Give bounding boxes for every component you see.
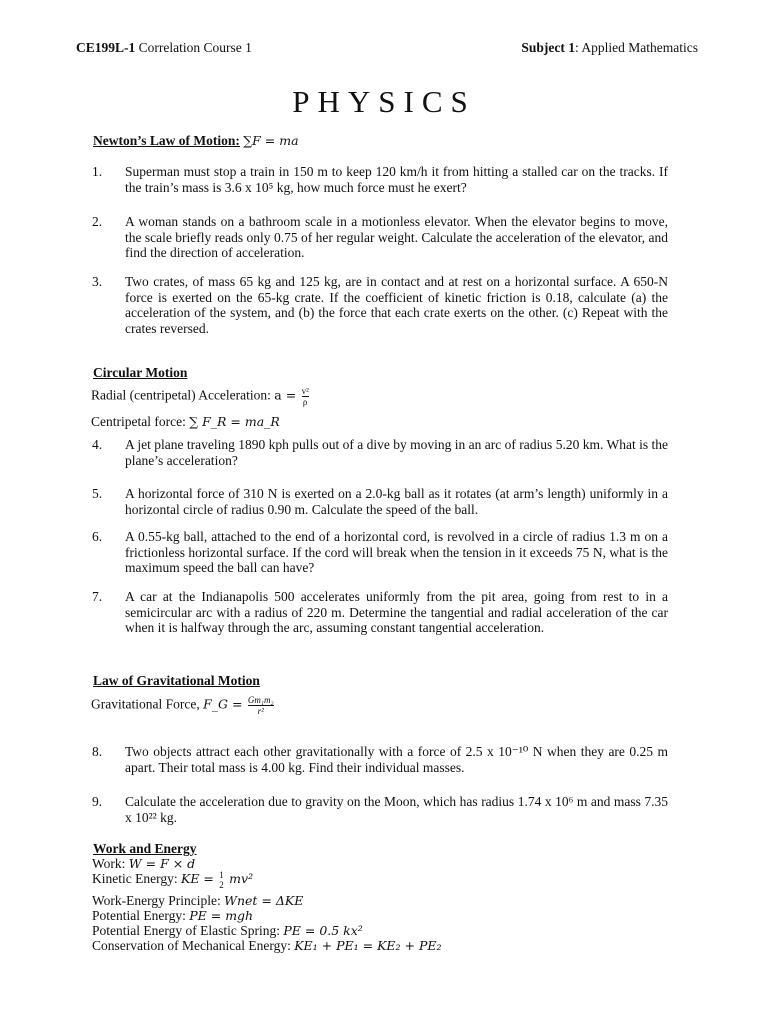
spring-label: Potential Energy of Elastic Spring:	[92, 923, 280, 938]
question-5	[92, 486, 668, 517]
question-text: A woman stands on a bathroom scale in a motionless elevator. When the elevator begins to move, the scale briefly reads only 0.75 of her regular weight. Calculate the acceleration of the elevator, and find the direction of acceleration.	[125, 214, 668, 260]
question-number: 1.	[92, 164, 103, 179]
newton-formula: ∑F = ma	[243, 133, 299, 148]
spring-formula: PE = 0.5 kx²	[283, 923, 363, 938]
gravitation-label: Gravitational Force,	[91, 696, 200, 712]
question-3	[92, 274, 668, 336]
radial-label: Radial (centripetal) Acceleration:	[91, 387, 271, 403]
course-name: Correlation Course 1	[135, 40, 252, 55]
ke-label: Kinetic Energy:	[92, 871, 178, 887]
potential-energy-row	[92, 908, 253, 924]
question-text: Two crates, of mass 65 kg and 125 kg, are in contact and at rest on a horizontal surface. A 650-N force is exerted on the 65-kg crate. If the coefficient of kinetic friction is 0.18, calculate (a) the acceleration of the system, and (b) the force that each crate exerts on the other. (c) Repeat with the crates reversed.	[125, 274, 668, 336]
page-title: PHYSICS	[292, 84, 476, 119]
subject-header	[521, 40, 698, 56]
question-text: A car at the Indianapolis 500 accelerates uniformly from the pit area, going from rest to in a semicircular arc with a radius of 220 m. Determine the tangential and radial acceleration of the car when it is halfway through the arc, assuming constant tangential acceleration.	[125, 589, 668, 635]
gravitation-lhs: F_G =	[203, 696, 243, 712]
question-text: Superman must stop a train in 150 m to keep 120 km/h it from hitting a stalled car on the tracks. If the train’s mass is 3.6 x 10⁵ kg, how much force must he exert?	[125, 164, 668, 195]
question-9	[92, 794, 668, 825]
gravitation-numerator: Gm₁m₂	[247, 695, 274, 705]
question-text: Calculate the acceleration due to gravity on the Moon, which has radius 1.74 x 10⁶ m and mass 7.35 x 10²² kg.	[125, 794, 668, 825]
subject-label: Subject 1	[521, 40, 576, 55]
centripetal-formula: ∑ F_R = ma_R	[189, 414, 280, 429]
question-number: 4.	[92, 437, 103, 452]
wep-label: Work-Energy Principle:	[92, 893, 221, 908]
question-text: A jet plane traveling 1890 kph pulls out of a dive by moving in an arc of radius 5.20 km. What is the plane’s acceleration?	[125, 437, 668, 468]
question-7	[92, 589, 668, 636]
gravitational-force-row	[91, 695, 276, 716]
work-label: Work:	[92, 856, 126, 871]
subject-name: : Applied Mathematics	[575, 40, 698, 55]
ke-denominator: 2	[219, 880, 224, 890]
newton-heading-row	[93, 133, 299, 149]
conservation-energy-row	[92, 938, 442, 954]
ke-numerator: 1	[219, 870, 224, 880]
question-text: Two objects attract each other gravitationally with a force of 2.5 x 10⁻¹⁰ N when they are 0.25 m apart. Their total mass is 4.00 kg. Find their individual masses.	[125, 744, 668, 775]
wep-formula: Wnet = ΔKE	[224, 893, 304, 908]
question-4	[92, 437, 668, 468]
cons-formula: KE₁ + PE₁ = KE₂ + PE₂	[294, 938, 442, 953]
radial-acceleration-row	[91, 386, 311, 407]
newton-heading: Newton’s Law of Motion:	[93, 133, 240, 148]
question-text: A 0.55-kg ball, attached to the end of a horizontal cord, is revolved in a circle of radius 1.3 m on a frictionless horizontal surface. If the cord will break when the tension in it exceeds 75 N, what is the maximum speed the ball can have?	[125, 529, 668, 575]
question-text: A horizontal force of 310 N is exerted on a 2.0-kg ball as it rotates (at arm’s length) uniformly in a horizontal circle of radius 0.90 m. Calculate the speed of the ball.	[125, 486, 668, 517]
ke-rhs: mv²	[229, 871, 254, 887]
question-number: 2.	[92, 214, 103, 229]
ke-lhs: KE =	[180, 871, 214, 887]
cons-label: Conservation of Mechanical Energy:	[92, 938, 291, 953]
gravitation-heading: Law of Gravitational Motion	[93, 673, 260, 688]
course-header	[76, 40, 252, 56]
circular-heading: Circular Motion	[93, 365, 188, 380]
elastic-spring-row	[92, 923, 363, 939]
centripetal-label: Centripetal force:	[91, 414, 186, 429]
question-number: 9.	[92, 794, 103, 809]
question-number: 5.	[92, 486, 103, 501]
question-number: 7.	[92, 589, 103, 604]
question-1	[92, 164, 668, 195]
radial-denominator: ρ	[302, 397, 308, 407]
gravitation-fraction	[248, 695, 274, 716]
ke-fraction	[219, 870, 224, 890]
radial-numerator: v²	[301, 386, 309, 396]
question-2	[92, 214, 668, 261]
work-energy-principle-row	[92, 893, 303, 909]
radial-lhs: a =	[274, 387, 297, 403]
question-number: 3.	[92, 274, 103, 289]
pe-label: Potential Energy:	[92, 908, 186, 923]
question-6	[92, 529, 668, 576]
centripetal-force-row	[91, 414, 280, 430]
radial-fraction	[302, 386, 309, 407]
work-heading: Work and Energy	[93, 841, 197, 856]
work-formula: W = F × d	[128, 856, 196, 871]
gravitation-denominator: r²	[257, 706, 264, 716]
question-number: 6.	[92, 529, 103, 544]
kinetic-energy-row	[92, 870, 253, 890]
question-8	[92, 744, 668, 775]
question-number: 8.	[92, 744, 103, 759]
course-code: CE199L-1	[76, 40, 136, 55]
pe-formula: PE = mgh	[189, 908, 254, 923]
